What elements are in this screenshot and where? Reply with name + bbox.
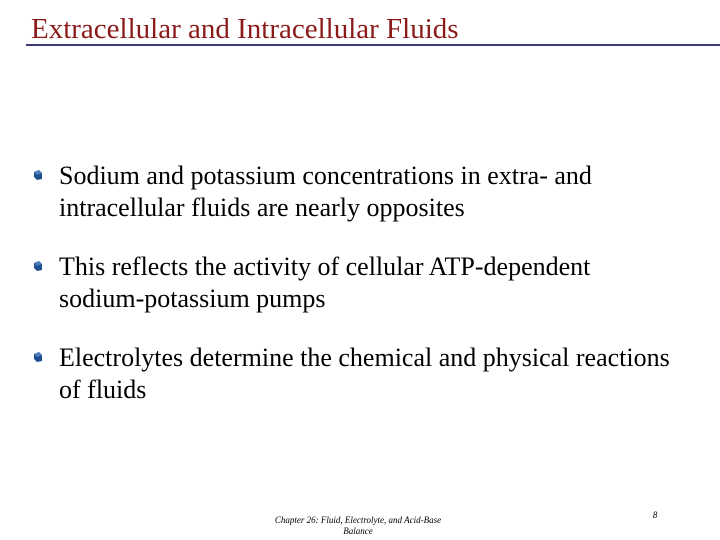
bullet-text: This reflects the activity of cellular ATP-dependent sodium-potassium pumps (59, 252, 591, 313)
bullet-item (0, 342, 679, 406)
bullet-item (0, 251, 679, 315)
square-bullet-icon (33, 169, 43, 181)
bullet-list (0, 160, 720, 433)
slide-title: Extracellular and Intracellular Fluids (31, 13, 459, 45)
square-bullet-icon (33, 260, 43, 272)
bullet-item (0, 160, 679, 224)
page-number: 8 (652, 510, 658, 520)
title-underline (26, 44, 720, 46)
bullet-text: Sodium and potassium concentrations in extra- and intracellular fluids are nearly opposites (59, 161, 592, 222)
slide-footer: Chapter 26: Fluid, Electrolyte, and Acid-Base Balance (274, 515, 442, 536)
square-bullet-icon (33, 351, 43, 363)
bullet-text: Electrolytes determine the chemical and physical reactions of fluids (59, 343, 670, 404)
